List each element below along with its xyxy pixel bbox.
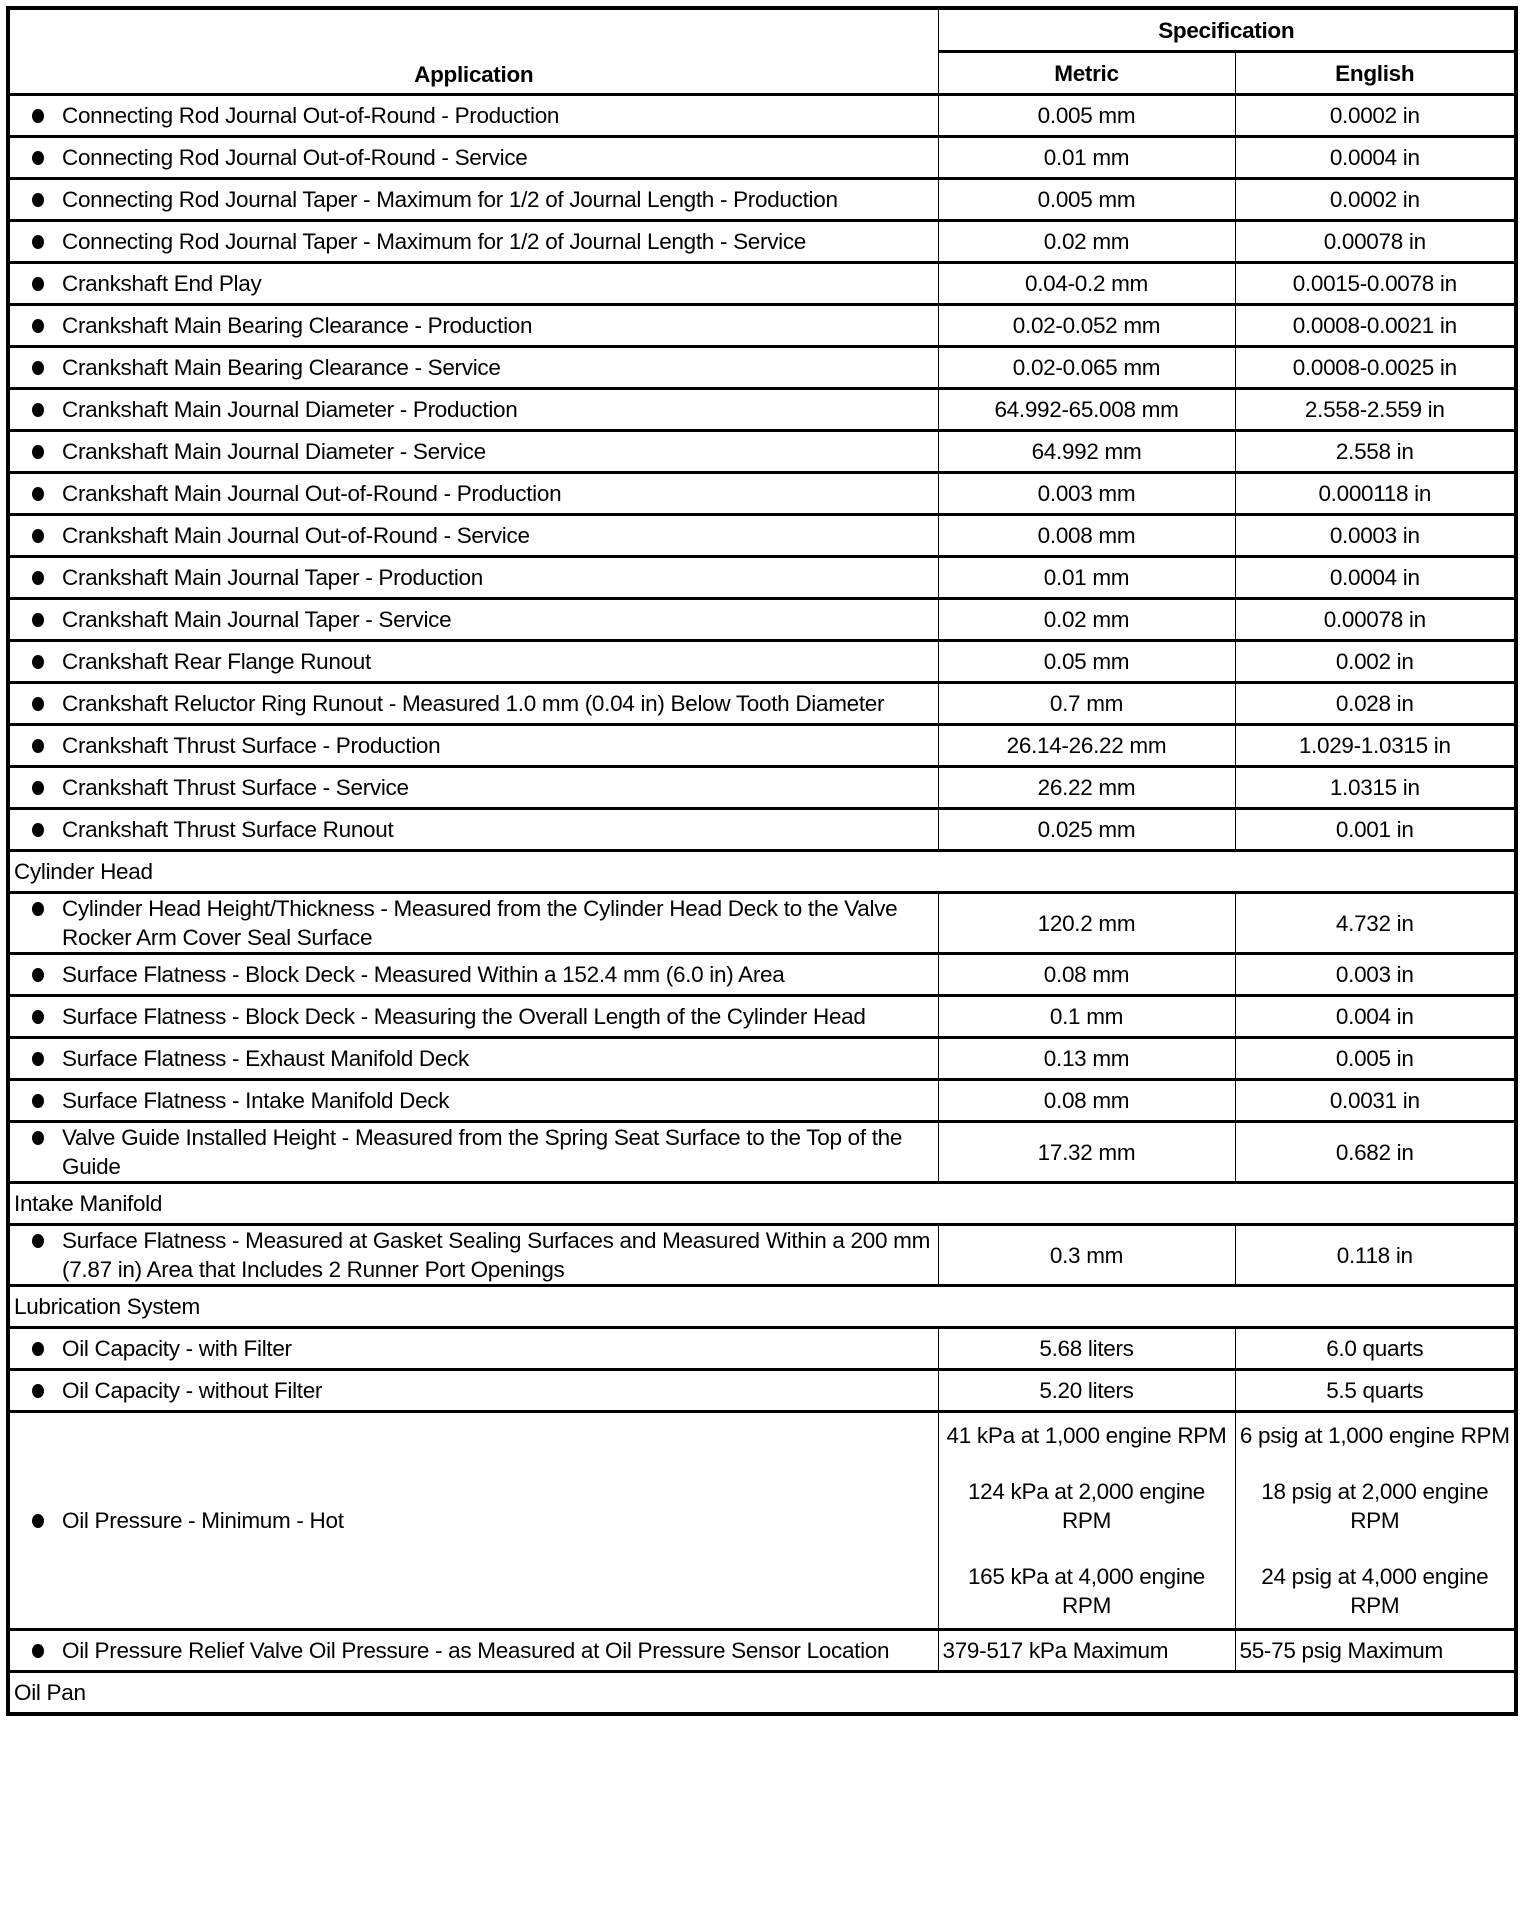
table-row	[8, 1225, 1516, 1286]
english-value: 0.004 in	[1235, 996, 1516, 1038]
application-cell	[8, 389, 938, 431]
application-text: Cylinder Head Height/Thickness - Measured from the Cylinder Head Deck to the Valve Rocker Arm Cover Seal Surface	[62, 896, 898, 950]
english-value: 0.005 in	[1235, 1038, 1516, 1080]
application-cell	[8, 996, 938, 1038]
metric-value: 0.1 mm	[938, 996, 1235, 1038]
application-cell	[8, 683, 938, 725]
table-row	[8, 1370, 1516, 1412]
table-row	[8, 683, 1516, 725]
application-cell	[8, 431, 938, 473]
bullet-icon	[32, 193, 44, 207]
application-cell	[8, 179, 938, 221]
english-value-line: 6 psig at 1,000 engine RPM	[1239, 1423, 1510, 1448]
english-value: 0.0008-0.0025 in	[1235, 347, 1516, 389]
english-value-line: 24 psig at 4,000 engine RPM	[1261, 1564, 1489, 1618]
application-text: Crankshaft Rear Flange Runout	[62, 649, 371, 674]
english-value-line: 18 psig at 2,000 engine RPM	[1261, 1479, 1489, 1533]
english-value: 55-75 psig Maximum	[1235, 1630, 1516, 1672]
metric-value: 0.7 mm	[938, 683, 1235, 725]
table-row	[8, 557, 1516, 599]
english-value: 0.0002 in	[1235, 179, 1516, 221]
application-cell	[8, 1630, 938, 1672]
metric-value: 0.003 mm	[938, 473, 1235, 515]
english-value: 5.5 quarts	[1235, 1370, 1516, 1412]
metric-value: 64.992 mm	[938, 431, 1235, 473]
bullet-icon	[32, 823, 44, 837]
section-row	[8, 1672, 1516, 1715]
application-cell	[8, 1038, 938, 1080]
table-row	[8, 389, 1516, 431]
table-row	[8, 305, 1516, 347]
bullet-icon	[32, 1094, 44, 1108]
bullet-icon	[32, 1514, 44, 1528]
application-cell	[8, 809, 938, 851]
application-cell	[8, 515, 938, 557]
metric-value: 0.02-0.052 mm	[938, 305, 1235, 347]
application-text: Valve Guide Installed Height - Measured from the Spring Seat Surface to the Top of the Guide	[62, 1125, 903, 1179]
metric-value	[938, 1412, 1235, 1630]
application-cell	[8, 473, 938, 515]
column-header-specification: Specification	[938, 8, 1516, 52]
english-value: 0.00078 in	[1235, 599, 1516, 641]
table-row	[8, 263, 1516, 305]
table-row	[8, 473, 1516, 515]
application-cell	[8, 1080, 938, 1122]
application-text: Crankshaft Main Journal Taper - Production	[62, 565, 483, 590]
application-text: Oil Pressure Relief Valve Oil Pressure - as Measured at Oil Pressure Sensor Location	[62, 1638, 890, 1663]
table-row	[8, 179, 1516, 221]
table-row	[8, 1412, 1516, 1630]
application-cell	[8, 305, 938, 347]
table-row	[8, 725, 1516, 767]
english-value: 0.682 in	[1235, 1122, 1516, 1183]
english-value: 0.0015-0.0078 in	[1235, 263, 1516, 305]
table-row	[8, 137, 1516, 179]
english-value: 2.558 in	[1235, 431, 1516, 473]
metric-value: 0.02 mm	[938, 221, 1235, 263]
bullet-icon	[32, 529, 44, 543]
bullet-icon	[32, 697, 44, 711]
bullet-icon	[32, 319, 44, 333]
application-cell	[8, 767, 938, 809]
metric-value: 0.01 mm	[938, 137, 1235, 179]
bullet-icon	[32, 781, 44, 795]
english-value: 0.001 in	[1235, 809, 1516, 851]
metric-value: 0.08 mm	[938, 1080, 1235, 1122]
metric-value: 26.22 mm	[938, 767, 1235, 809]
bullet-icon	[32, 1644, 44, 1658]
table-row	[8, 767, 1516, 809]
english-value: 0.0031 in	[1235, 1080, 1516, 1122]
bullet-icon	[32, 655, 44, 669]
application-text: Surface Flatness - Block Deck - Measured Within a 152.4 mm (6.0 in) Area	[62, 962, 785, 987]
application-text: Crankshaft Main Journal Out-of-Round - Production	[62, 481, 562, 506]
english-value: 0.0003 in	[1235, 515, 1516, 557]
table-body	[8, 95, 1516, 1715]
application-cell	[8, 263, 938, 305]
metric-value: 0.3 mm	[938, 1225, 1235, 1286]
application-cell	[8, 1225, 938, 1286]
application-cell	[8, 557, 938, 599]
application-text: Surface Flatness - Block Deck - Measuring the Overall Length of the Cylinder Head	[62, 1004, 866, 1029]
application-cell	[8, 954, 938, 996]
table-row	[8, 1122, 1516, 1183]
metric-value: 0.01 mm	[938, 557, 1235, 599]
application-text: Connecting Rod Journal Out-of-Round - Service	[62, 145, 528, 170]
english-value: 6.0 quarts	[1235, 1328, 1516, 1370]
section-row	[8, 851, 1516, 893]
application-text: Crankshaft Main Journal Taper - Service	[62, 607, 452, 632]
bullet-icon	[32, 109, 44, 123]
table-row	[8, 515, 1516, 557]
metric-value: 26.14-26.22 mm	[938, 725, 1235, 767]
application-text: Crankshaft Main Bearing Clearance - Production	[62, 313, 533, 338]
application-text: Crankshaft Reluctor Ring Runout - Measured 1.0 mm (0.04 in) Below Tooth Diameter	[62, 691, 885, 716]
metric-value: 0.04-0.2 mm	[938, 263, 1235, 305]
section-title: Intake Manifold	[8, 1183, 1516, 1225]
table-row	[8, 95, 1516, 137]
application-text: Crankshaft Main Journal Diameter - Service	[62, 439, 486, 464]
english-value: 0.000118 in	[1235, 473, 1516, 515]
bullet-icon	[32, 968, 44, 982]
metric-value: 64.992-65.008 mm	[938, 389, 1235, 431]
section-title: Cylinder Head	[8, 851, 1516, 893]
metric-value-line: 124 kPa at 2,000 engine RPM	[967, 1479, 1206, 1533]
english-value: 0.003 in	[1235, 954, 1516, 996]
application-text: Crankshaft Main Bearing Clearance - Service	[62, 355, 501, 380]
bullet-icon	[32, 1234, 44, 1248]
application-text: Crankshaft Thrust Surface - Service	[62, 775, 409, 800]
application-text: Oil Capacity - with Filter	[62, 1336, 292, 1361]
table-row	[8, 809, 1516, 851]
application-text: Connecting Rod Journal Taper - Maximum for 1/2 of Journal Length - Production	[62, 187, 838, 212]
application-cell	[8, 893, 938, 954]
english-value: 1.0315 in	[1235, 767, 1516, 809]
section-row	[8, 1183, 1516, 1225]
table-row	[8, 893, 1516, 954]
application-text: Crankshaft Main Journal Out-of-Round - Service	[62, 523, 530, 548]
english-value: 0.0002 in	[1235, 95, 1516, 137]
application-text: Oil Capacity - without Filter	[62, 1378, 323, 1403]
metric-value: 379-517 kPa Maximum	[938, 1630, 1235, 1672]
metric-value: 5.68 liters	[938, 1328, 1235, 1370]
application-text: Oil Pressure - Minimum - Hot	[62, 1508, 344, 1533]
english-value: 1.029-1.0315 in	[1235, 725, 1516, 767]
english-value: 4.732 in	[1235, 893, 1516, 954]
application-cell	[8, 599, 938, 641]
application-cell	[8, 221, 938, 263]
application-cell	[8, 725, 938, 767]
english-value: 0.0004 in	[1235, 557, 1516, 599]
english-value: 0.0004 in	[1235, 137, 1516, 179]
column-header-english: English	[1235, 52, 1516, 95]
table-row	[8, 431, 1516, 473]
application-cell	[8, 1328, 938, 1370]
table-row	[8, 1630, 1516, 1672]
metric-value: 0.13 mm	[938, 1038, 1235, 1080]
application-cell	[8, 347, 938, 389]
application-text: Surface Flatness - Measured at Gasket Sealing Surfaces and Measured Within a 200 mm (7.87 in) Area that Includes 2 Runner Port Openings	[62, 1228, 931, 1282]
bullet-icon	[32, 613, 44, 627]
bullet-icon	[32, 445, 44, 459]
table-row	[8, 1328, 1516, 1370]
application-text: Crankshaft Thrust Surface Runout	[62, 817, 394, 842]
metric-value: 0.08 mm	[938, 954, 1235, 996]
metric-value: 5.20 liters	[938, 1370, 1235, 1412]
table-row	[8, 599, 1516, 641]
application-cell	[8, 641, 938, 683]
application-text: Connecting Rod Journal Out-of-Round - Production	[62, 103, 560, 128]
bullet-icon	[32, 361, 44, 375]
table-row	[8, 1038, 1516, 1080]
english-value: 0.028 in	[1235, 683, 1516, 725]
bullet-icon	[32, 151, 44, 165]
metric-value: 0.005 mm	[938, 179, 1235, 221]
bullet-icon	[32, 1052, 44, 1066]
bullet-icon	[32, 1010, 44, 1024]
metric-value-line: 41 kPa at 1,000 engine RPM	[946, 1423, 1227, 1448]
table-row	[8, 954, 1516, 996]
metric-value: 0.05 mm	[938, 641, 1235, 683]
table-row	[8, 641, 1516, 683]
bullet-icon	[32, 1384, 44, 1398]
application-text: Crankshaft Thrust Surface - Production	[62, 733, 441, 758]
metric-value: 0.02 mm	[938, 599, 1235, 641]
table-row	[8, 1080, 1516, 1122]
application-text: Connecting Rod Journal Taper - Maximum for 1/2 of Journal Length - Service	[62, 229, 807, 254]
metric-value: 17.32 mm	[938, 1122, 1235, 1183]
application-cell	[8, 1370, 938, 1412]
application-text: Surface Flatness - Intake Manifold Deck	[62, 1088, 450, 1113]
metric-value: 0.005 mm	[938, 95, 1235, 137]
application-cell	[8, 137, 938, 179]
metric-value: 0.008 mm	[938, 515, 1235, 557]
bullet-icon	[32, 235, 44, 249]
table-row	[8, 996, 1516, 1038]
bullet-icon	[32, 1131, 44, 1145]
application-cell	[8, 1412, 938, 1630]
section-title: Oil Pan	[8, 1672, 1516, 1715]
section-row	[8, 1286, 1516, 1328]
bullet-icon	[32, 487, 44, 501]
column-header-metric: Metric	[938, 52, 1235, 95]
metric-value: 120.2 mm	[938, 893, 1235, 954]
metric-value-line: 165 kPa at 4,000 engine RPM	[967, 1564, 1206, 1618]
english-value: 2.558-2.559 in	[1235, 389, 1516, 431]
metric-value: 0.02-0.065 mm	[938, 347, 1235, 389]
column-header-application: Application	[8, 8, 938, 95]
bullet-icon	[32, 739, 44, 753]
bullet-icon	[32, 1342, 44, 1356]
application-text: Crankshaft Main Journal Diameter - Production	[62, 397, 518, 422]
english-value: 0.002 in	[1235, 641, 1516, 683]
application-text: Crankshaft End Play	[62, 271, 262, 296]
metric-value: 0.025 mm	[938, 809, 1235, 851]
bullet-icon	[32, 902, 44, 916]
table-row	[8, 221, 1516, 263]
application-text: Surface Flatness - Exhaust Manifold Deck	[62, 1046, 469, 1071]
bullet-icon	[32, 571, 44, 585]
application-cell	[8, 1122, 938, 1183]
english-value: 0.00078 in	[1235, 221, 1516, 263]
table-row	[8, 347, 1516, 389]
english-value: 0.0008-0.0021 in	[1235, 305, 1516, 347]
english-value: 0.118 in	[1235, 1225, 1516, 1286]
english-value	[1235, 1412, 1516, 1630]
section-title: Lubrication System	[8, 1286, 1516, 1328]
application-cell	[8, 95, 938, 137]
bullet-icon	[32, 277, 44, 291]
bullet-icon	[32, 403, 44, 417]
specification-table	[6, 6, 1518, 1716]
